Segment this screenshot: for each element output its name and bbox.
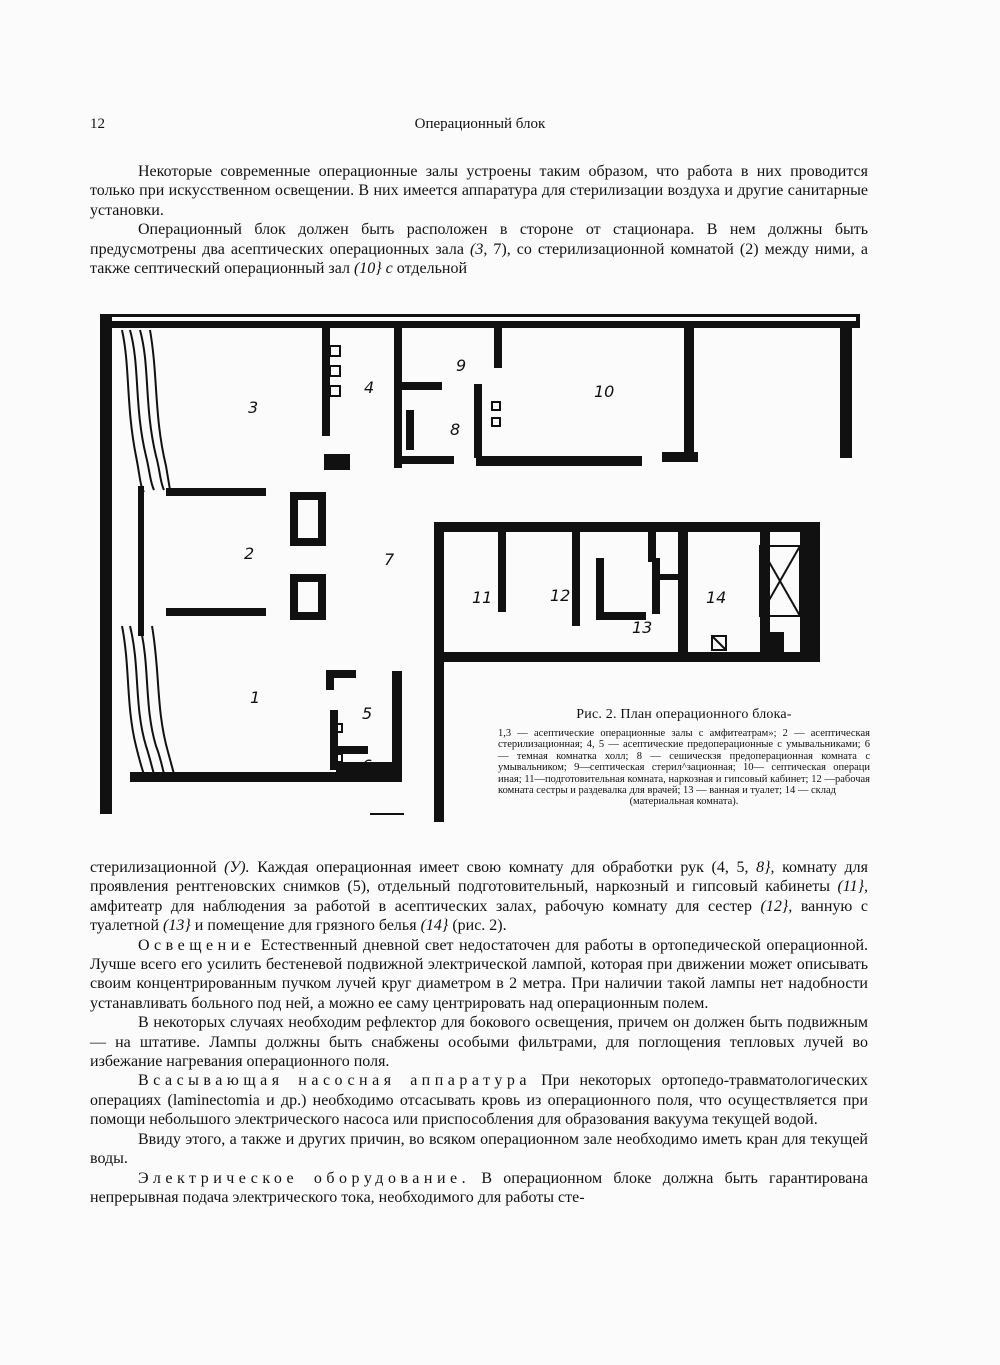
paragraph-rooms: [90, 858, 868, 936]
text-run: комнату для проявления рентгеновских снимков (5), отдельный подготовительный, наркозный и гипсовый кабинеты: [90, 859, 869, 896]
room-reference: (3,: [470, 240, 488, 258]
room-label-7: 7: [384, 550, 395, 569]
room-label-6: 6: [362, 756, 373, 775]
paragraph-water: Ввиду этого, а также и других причин, во всяком операционном зале необходимо иметь кран для текущей воды.: [90, 1130, 868, 1168]
room-reference: (13}: [163, 917, 191, 935]
room-label-12: 12: [550, 586, 571, 605]
page-number: 12: [90, 116, 105, 132]
figure-caption: [498, 706, 870, 808]
room-reference: (14}: [420, 917, 449, 935]
caption-title: Рис. 2. План операционного блока-: [576, 707, 792, 722]
text-run: При некоторых ортопедо-травматологических операциях (laminectomia и др.) необходимо отсасывать кровь из операционного поля, что осуществляется при помощи небольшого электрического насоса или приспособления для образования вакуума текущей водой.: [90, 1072, 868, 1129]
text-run: 7), со стерилизационной комнатой (2) между ними, а также септический операционный зал: [90, 240, 868, 278]
text-run: ванную с туалетной: [90, 897, 869, 935]
room-label-11: 11: [472, 588, 493, 607]
text-run: стерилизационной: [90, 859, 225, 876]
text-run: амфитеатр для наблюдения за работой в асептических залах, рабочую комнату для сестер: [90, 897, 761, 915]
top-text: [90, 162, 868, 278]
running-title: Операционный блок: [414, 116, 546, 132]
room-label-1: 1: [250, 688, 261, 707]
text-run: Операционный блок должен быть расположен в стороне от стационара. В нем должны быть предусмотрены два асептических операционных зала: [90, 221, 868, 258]
section-heading-lighting: Освещение: [138, 936, 256, 954]
room-label-14: 14: [706, 588, 727, 607]
room-label-4: 4: [364, 378, 375, 397]
caption-legend-end: (материальная комната).: [629, 796, 739, 808]
paragraph-reflector: В некоторых случаях необходим рефлектор для бокового освещения, причем он должен быть подвижным — на штативе. Лампы должны быть снабжены особыми фильтрами, для поглощения тепловых лучей во избежание нагревания операционного поля.: [90, 1014, 868, 1071]
room-label-9: 9: [456, 356, 467, 375]
caption-legend: 1,3 — асептические операционные залы с амфитеатрам»; 2 — асептическая стерилизационная; 4, 5 — асептические предоперационные с умывальниками; 6 — темная комнатка холл; 8 — сешическзя предоперационная комната с умывальником; 9—септическая стерил^зационная; 10— септическая операци иная; 11—подготовительная комната, наркозная и гипсовый кабинет; 12 —рабочая комната сестры и раздевалка для врачей; 13 — ванная и туалет; 14 — склад: [498, 728, 870, 797]
room-reference: (10} с: [353, 260, 393, 278]
paragraph-electric: [90, 1169, 868, 1208]
section-heading-electric: Электрическое оборудование.: [138, 1169, 471, 1187]
paragraph-lighting: [90, 936, 868, 1014]
bottom-text: [90, 858, 868, 1207]
text-run: (рис. 2).: [448, 917, 507, 935]
text-run: отдельной: [392, 260, 467, 278]
floor-plan-figure: [100, 306, 880, 836]
room-label-3: 3: [248, 398, 259, 417]
text-run: Естественный дневной свет недостаточен для работы в ортопедической операционной. Лучше всего его усилить бестеневой подвижной электрической лампой, которая при движении может описывать своим концентрированным пучком лучей круг диаметром в 2 метра. При наличии такой лампы нет надобности устанавливать больного под ней, а можно ее саму центрировать над операционным полем.: [90, 936, 868, 1012]
text-run: В операционном блоке должна быть гарантирована непрерывная подача электрического тока, необходимого для работы сте-: [90, 1169, 869, 1206]
text-run: Каждая операционная имеет свою комнату для обработки рук (4, 5,: [249, 859, 757, 876]
text-run: и помещение для грязного белья: [190, 917, 421, 935]
room-label-13: 13: [632, 618, 653, 637]
room-reference: (12},: [760, 897, 793, 915]
section-heading-suction: Всасывающая насосная аппаратура: [138, 1072, 531, 1090]
room-reference: (У).: [224, 859, 250, 876]
paragraph-location: [90, 220, 868, 278]
paragraph-suction: [90, 1071, 868, 1129]
page-header: [90, 116, 870, 136]
room-label-8: 8: [450, 420, 461, 439]
room-label-2: 2: [244, 544, 255, 563]
room-reference: (11},: [837, 878, 868, 896]
room-label-10: 10: [594, 382, 615, 401]
room-reference: 8},: [756, 859, 775, 876]
paragraph-intro: Некоторые современные операционные залы устроены таким образом, что работа в них проводится только при искусственном освещении. В них имеется аппаратура для стерилизации воздуха и другие санитарные установки.: [90, 163, 868, 219]
room-label-5: 5: [362, 704, 373, 723]
